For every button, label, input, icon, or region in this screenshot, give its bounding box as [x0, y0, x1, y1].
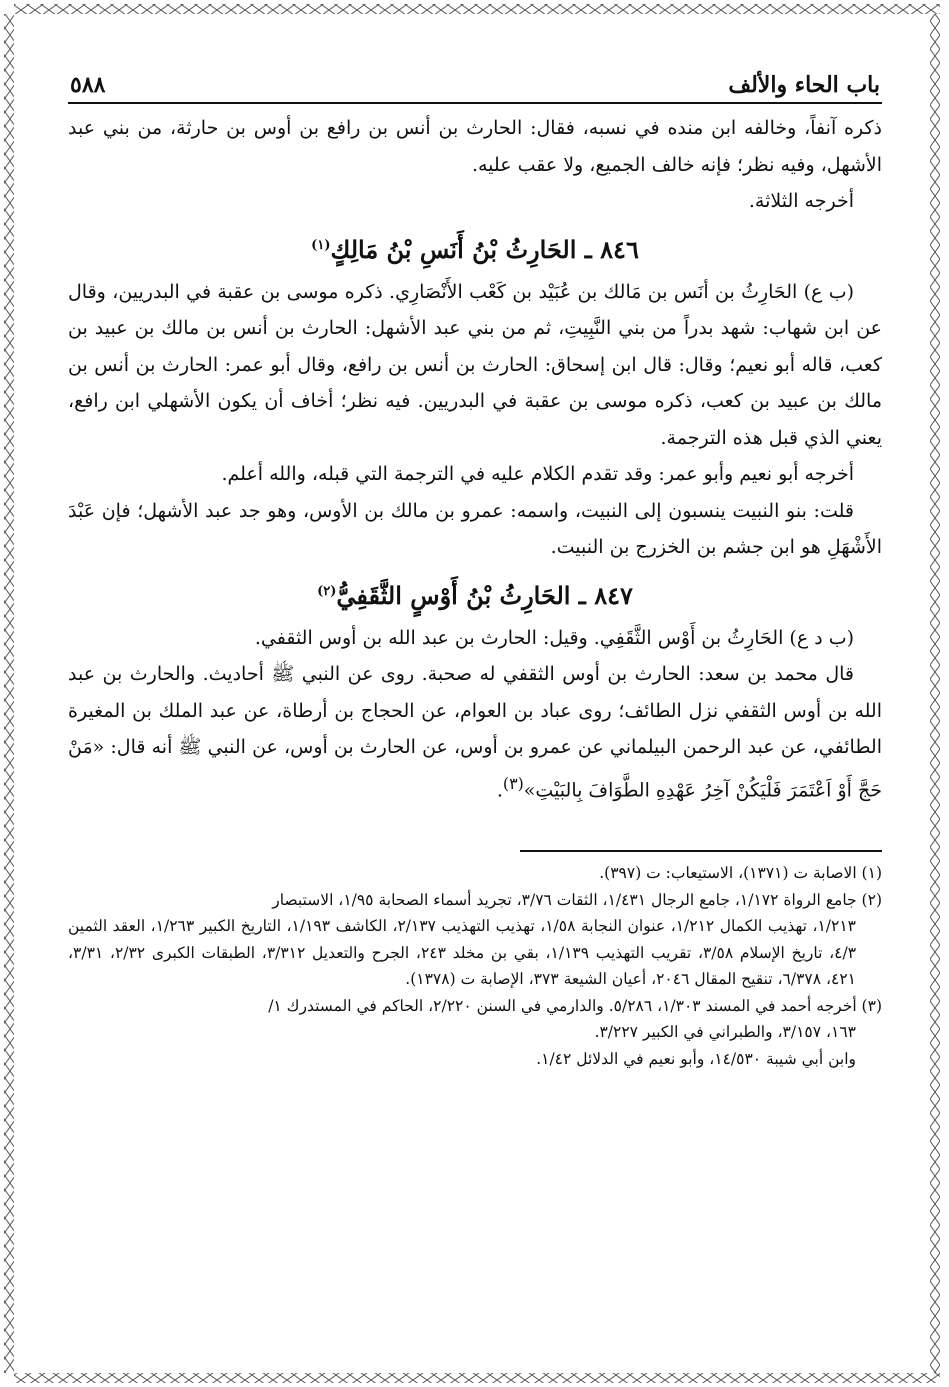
- footnote-separator: [520, 850, 882, 852]
- footnote-3-extra: وابن أبي شيبة ١٤/٥٣٠، وأبو نعيم في الدلائل ١/٤٢.: [536, 1049, 856, 1068]
- intro-takhrij: أخرجه الثلاثة.: [748, 190, 854, 212]
- entry-846-paragraph: (ب ع) الحَارِثُ بن أنَس بن مَالك بن عُبَيْد بن كَعْب الأَنْصَارِي. ذكره موسى بن عقبة في البدريين، وقال عن ابن شهاب: شهد بدراً من بني النَّبِيتِ، ثم من بني عبد الأشهل: الحارث بن أنس بن مالك بن عبيد بن كعب، قاله أبو نعيم؛ وقال: قال ابن إسحاق: الحارث بن أنس بن رافع، وقال أبو عمر: الحارث بن أنس بن مالك بن عبيد بن كعب، ذكره موسى بن عقبة في البدريين. فيه نظر؛ أخاف أن يكون الأشهلي ابن رافع، يعني الذي قبل هذه الترجمة.: [68, 280, 882, 449]
- page-number: ٥٨٨: [70, 72, 106, 98]
- chapter-title: باب الحاء والألف: [728, 72, 880, 98]
- book-page: [68, 62, 882, 1072]
- footnote-ref-3: (٣): [502, 773, 524, 793]
- entry-847-heading: ٨٤٧ ـ الحَارِثُ بْنُ أَوْسٍ الثَّقَفِيُّ$^{(٢)}$: [317, 580, 633, 610]
- footnote-1: (١) الاصابة ت (١٣٧١)، الاستيعاب: ت (٣٩٧).: [599, 864, 882, 883]
- footnote-3: (٣) أخرجه أحمد في المسند ١/٣٠٣، ٥/٢٨٦. والدارمي في السنن ٢/٢٢٠، الحاكم في المستدرك ١/: [268, 996, 882, 1015]
- entry-847-hadith: قال محمد بن سعد: الحارث بن أوس الثقفي له صحبة. روى عن النبي ﷺ أحاديث. والحارث بن عبد الله بن أوس الثقفي نزل الطائف؛ روى عباد بن العوام، عن الحجاج بن أرطاة، عن عبد الملك بن المغيرة الطائفي، عن عبد الرحمن البيلماني عن عمرو بن أوس، عن الحارث بن أوس، عن النبي ﷺ أنه قال: «مَنْ حَجَّ أَوْ اَعْتَمَرَ فَلْيَكُنْ آخِرُ عَهْدِهِ الطَّوَافَ بِالبَيْتِ»$^{(٣)}$.: [68, 663, 882, 801]
- footnote-ref-1: (١): [311, 237, 331, 253]
- footnote-2-continued: ١/٢١٣، تهذيب الكمال ١/٢١٢، عنوان النجابة ١/٥٨، تهذيب التهذيب ٢/١٣٧، الكاشف ١/١٩٣، التاريخ الكبير ١/٢٦٣، العقد الثمين ٤/٣، تاريخ الإسلام ٣/٥٨، تقريب التهذيب ١/١٣٩، بقي بن مخلد ٢٤٣، الجرح والتعديل ٣/٣١٢، الطبقات الكبرى ٢/٣٢، ٣/٣١، ٤٢١، ٦/٣٧٨، تنقيح المقال ٢٠٤٦، أعيان الشيعة ٣٧٣، الإصابة ت (١٣٧٨).: [68, 917, 857, 989]
- entry-846-heading: ٨٤٦ ـ الحَارِثُ بْنُ أَنَسِ بْنُ مَالِكٍ$^{(١)}$: [311, 234, 639, 264]
- entry-847-paragraph: (ب د ع) الحَارِثُ بن أَوْس الثَّقَفِي. وقيل: الحارث بن عبد الله بن أوس الثقفي.: [254, 626, 854, 649]
- entry-846-comment: قلت: بنو النبيت ينسبون إلى النبيت، واسمه: عمرو بن مالك بن الأوس، وهو جد عبد الأشهل؛ فإن عَبْدَ الأَشْهَلِ هو ابن جشم بن الخزرج بن النبيت.: [68, 499, 882, 558]
- footnote-3-continued: ١٦٣، ٣/١٥٧، والطبراني في الكبير ٣/٢٢٧.: [594, 1023, 856, 1042]
- footnote-2: (٢) جامع الرواة ١/١٧٢، جامع الرجال ١/٤٣١، الثقات ٣/٧٦، تجريد أسماء الصحابة ١/٩٥، الاستبصار: [272, 890, 882, 909]
- entry-846-takhrij: أخرجه أبو نعيم وأبو عمر: وقد تقدم الكلام عليه في الترجمة التي قبله، والله أعلم.: [221, 463, 854, 485]
- footnotes: [68, 860, 882, 1072]
- intro-paragraph: ذكره آنفاً، وخالفه ابن منده في نسبه، فقال: الحارث بن أنس بن رافع بن أوس بن حارثة، من بني عبد الأشهل، وفيه نظر؛ فإنه خالف الجميع، ولا عقب عليه.: [68, 117, 882, 176]
- footnote-ref-2: (٢): [317, 583, 337, 599]
- main-text: [68, 110, 882, 808]
- page-header: [68, 62, 882, 104]
